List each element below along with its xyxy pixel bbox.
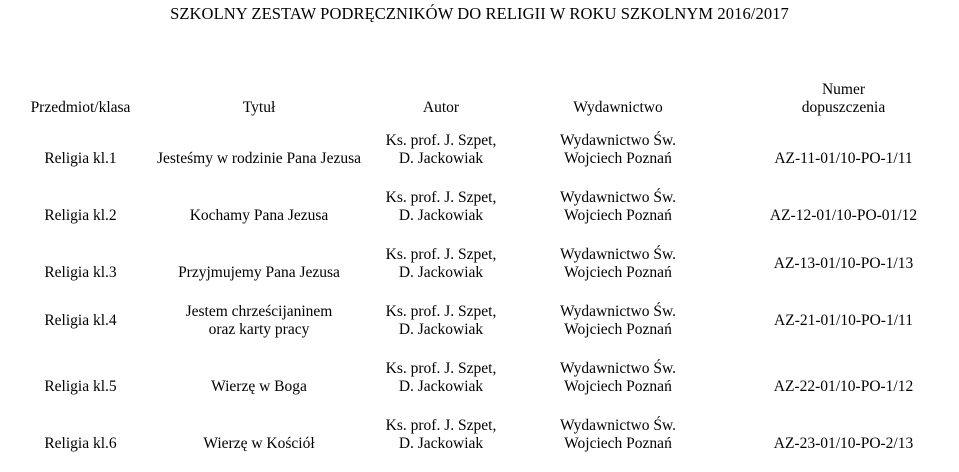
title-line1: Jestem chrześcijaninem <box>185 302 333 320</box>
header-title: Tytuł <box>242 99 276 116</box>
cell-publisher <box>509 121 727 178</box>
author-line2: D. Jackowiak <box>398 149 484 167</box>
textbook-table <box>16 71 959 463</box>
publisher-line1: Wydawnictwo Św. <box>559 188 676 206</box>
header-number-line2: dopuszczenia <box>801 99 886 116</box>
publisher-line1: Wydawnictwo Św. <box>559 302 676 320</box>
cell-title: Kochamy Pana Jezusa <box>189 207 329 224</box>
cell-number: AZ-12-01/10-PO-01/12 <box>769 207 918 224</box>
cell-number: AZ-23-01/10-PO-2/13 <box>773 435 914 452</box>
author-line2: D. Jackowiak <box>398 206 484 224</box>
table-row <box>16 349 959 406</box>
author-line1: Ks. prof. J. Szpet, <box>385 359 497 377</box>
table-row <box>16 406 959 463</box>
author-line1: Ks. prof. J. Szpet, <box>385 131 497 149</box>
cell-title: Wierzę w Kościół <box>203 435 315 452</box>
cell-number: AZ-13-01/10-PO-1/13 <box>773 254 914 272</box>
cell-publisher <box>509 349 727 406</box>
author-line1: Ks. prof. J. Szpet, <box>385 188 497 206</box>
author-line2: D. Jackowiak <box>398 320 484 338</box>
header-number-line1: Numer <box>821 81 866 98</box>
cell-title: Wierzę w Boga <box>211 378 307 395</box>
publisher-line1: Wydawnictwo Św. <box>559 416 676 434</box>
publisher-line1: Wydawnictwo Św. <box>559 359 676 377</box>
cell-author <box>373 349 509 406</box>
cell-author <box>373 121 509 178</box>
cell-publisher <box>509 292 727 349</box>
publisher-line1: Wydawnictwo Św. <box>559 131 676 149</box>
publisher-line2: Wojciech Poznań <box>564 206 672 224</box>
cell-publisher <box>509 406 727 463</box>
author-line2: D. Jackowiak <box>398 377 484 395</box>
title-line2: oraz karty pracy <box>208 320 310 338</box>
cell-number: AZ-11-01/10-PO-1/11 <box>774 150 913 167</box>
publisher-line2: Wojciech Poznań <box>564 377 672 395</box>
cell-author <box>373 406 509 463</box>
cell-subject: Religia kl.3 <box>44 264 117 281</box>
table-row <box>16 178 959 235</box>
cell-subject: Religia kl.4 <box>44 311 117 329</box>
header-subject: Przedmiot/klasa <box>30 99 131 116</box>
cell-title <box>145 292 373 349</box>
table-row <box>16 121 959 178</box>
cell-subject: Religia kl.5 <box>44 378 117 395</box>
publisher-line2: Wojciech Poznań <box>564 434 672 452</box>
header-publisher: Wydawnictwo <box>573 99 663 116</box>
table-row <box>16 292 959 349</box>
publisher-line1: Wydawnictwo Św. <box>559 245 676 263</box>
cell-publisher <box>509 235 727 292</box>
page-title: SZKOLNY ZESTAW PODRĘCZNIKÓW DO RELIGII W ROKU SZKOLNYM 2016/2017 <box>170 4 789 23</box>
cell-title: Przyjmujemy Pana Jezusa <box>178 264 340 281</box>
header-number <box>727 71 959 121</box>
cell-subject: Religia kl.2 <box>44 207 117 224</box>
author-line1: Ks. prof. J. Szpet, <box>385 302 497 320</box>
cell-title: Jesteśmy w rodzinie Pana Jezusa <box>156 150 362 167</box>
author-line2: D. Jackowiak <box>398 263 484 281</box>
author-line2: D. Jackowiak <box>398 434 484 452</box>
publisher-line2: Wojciech Poznań <box>564 149 672 167</box>
table-row <box>16 235 959 292</box>
author-line1: Ks. prof. J. Szpet, <box>385 416 497 434</box>
publisher-line2: Wojciech Poznań <box>564 263 672 281</box>
publisher-line2: Wojciech Poznań <box>564 320 672 338</box>
cell-number: AZ-21-01/10-PO-1/11 <box>774 311 913 329</box>
table-header-row <box>16 71 959 121</box>
cell-subject: Religia kl.1 <box>44 150 117 167</box>
cell-number: AZ-22-01/10-PO-1/12 <box>773 378 914 395</box>
cell-author <box>373 178 509 235</box>
cell-author <box>373 292 509 349</box>
cell-author <box>373 235 509 292</box>
author-line1: Ks. prof. J. Szpet, <box>385 245 497 263</box>
header-author: Autor <box>422 99 460 116</box>
cell-publisher <box>509 178 727 235</box>
cell-subject: Religia kl.6 <box>44 435 117 452</box>
